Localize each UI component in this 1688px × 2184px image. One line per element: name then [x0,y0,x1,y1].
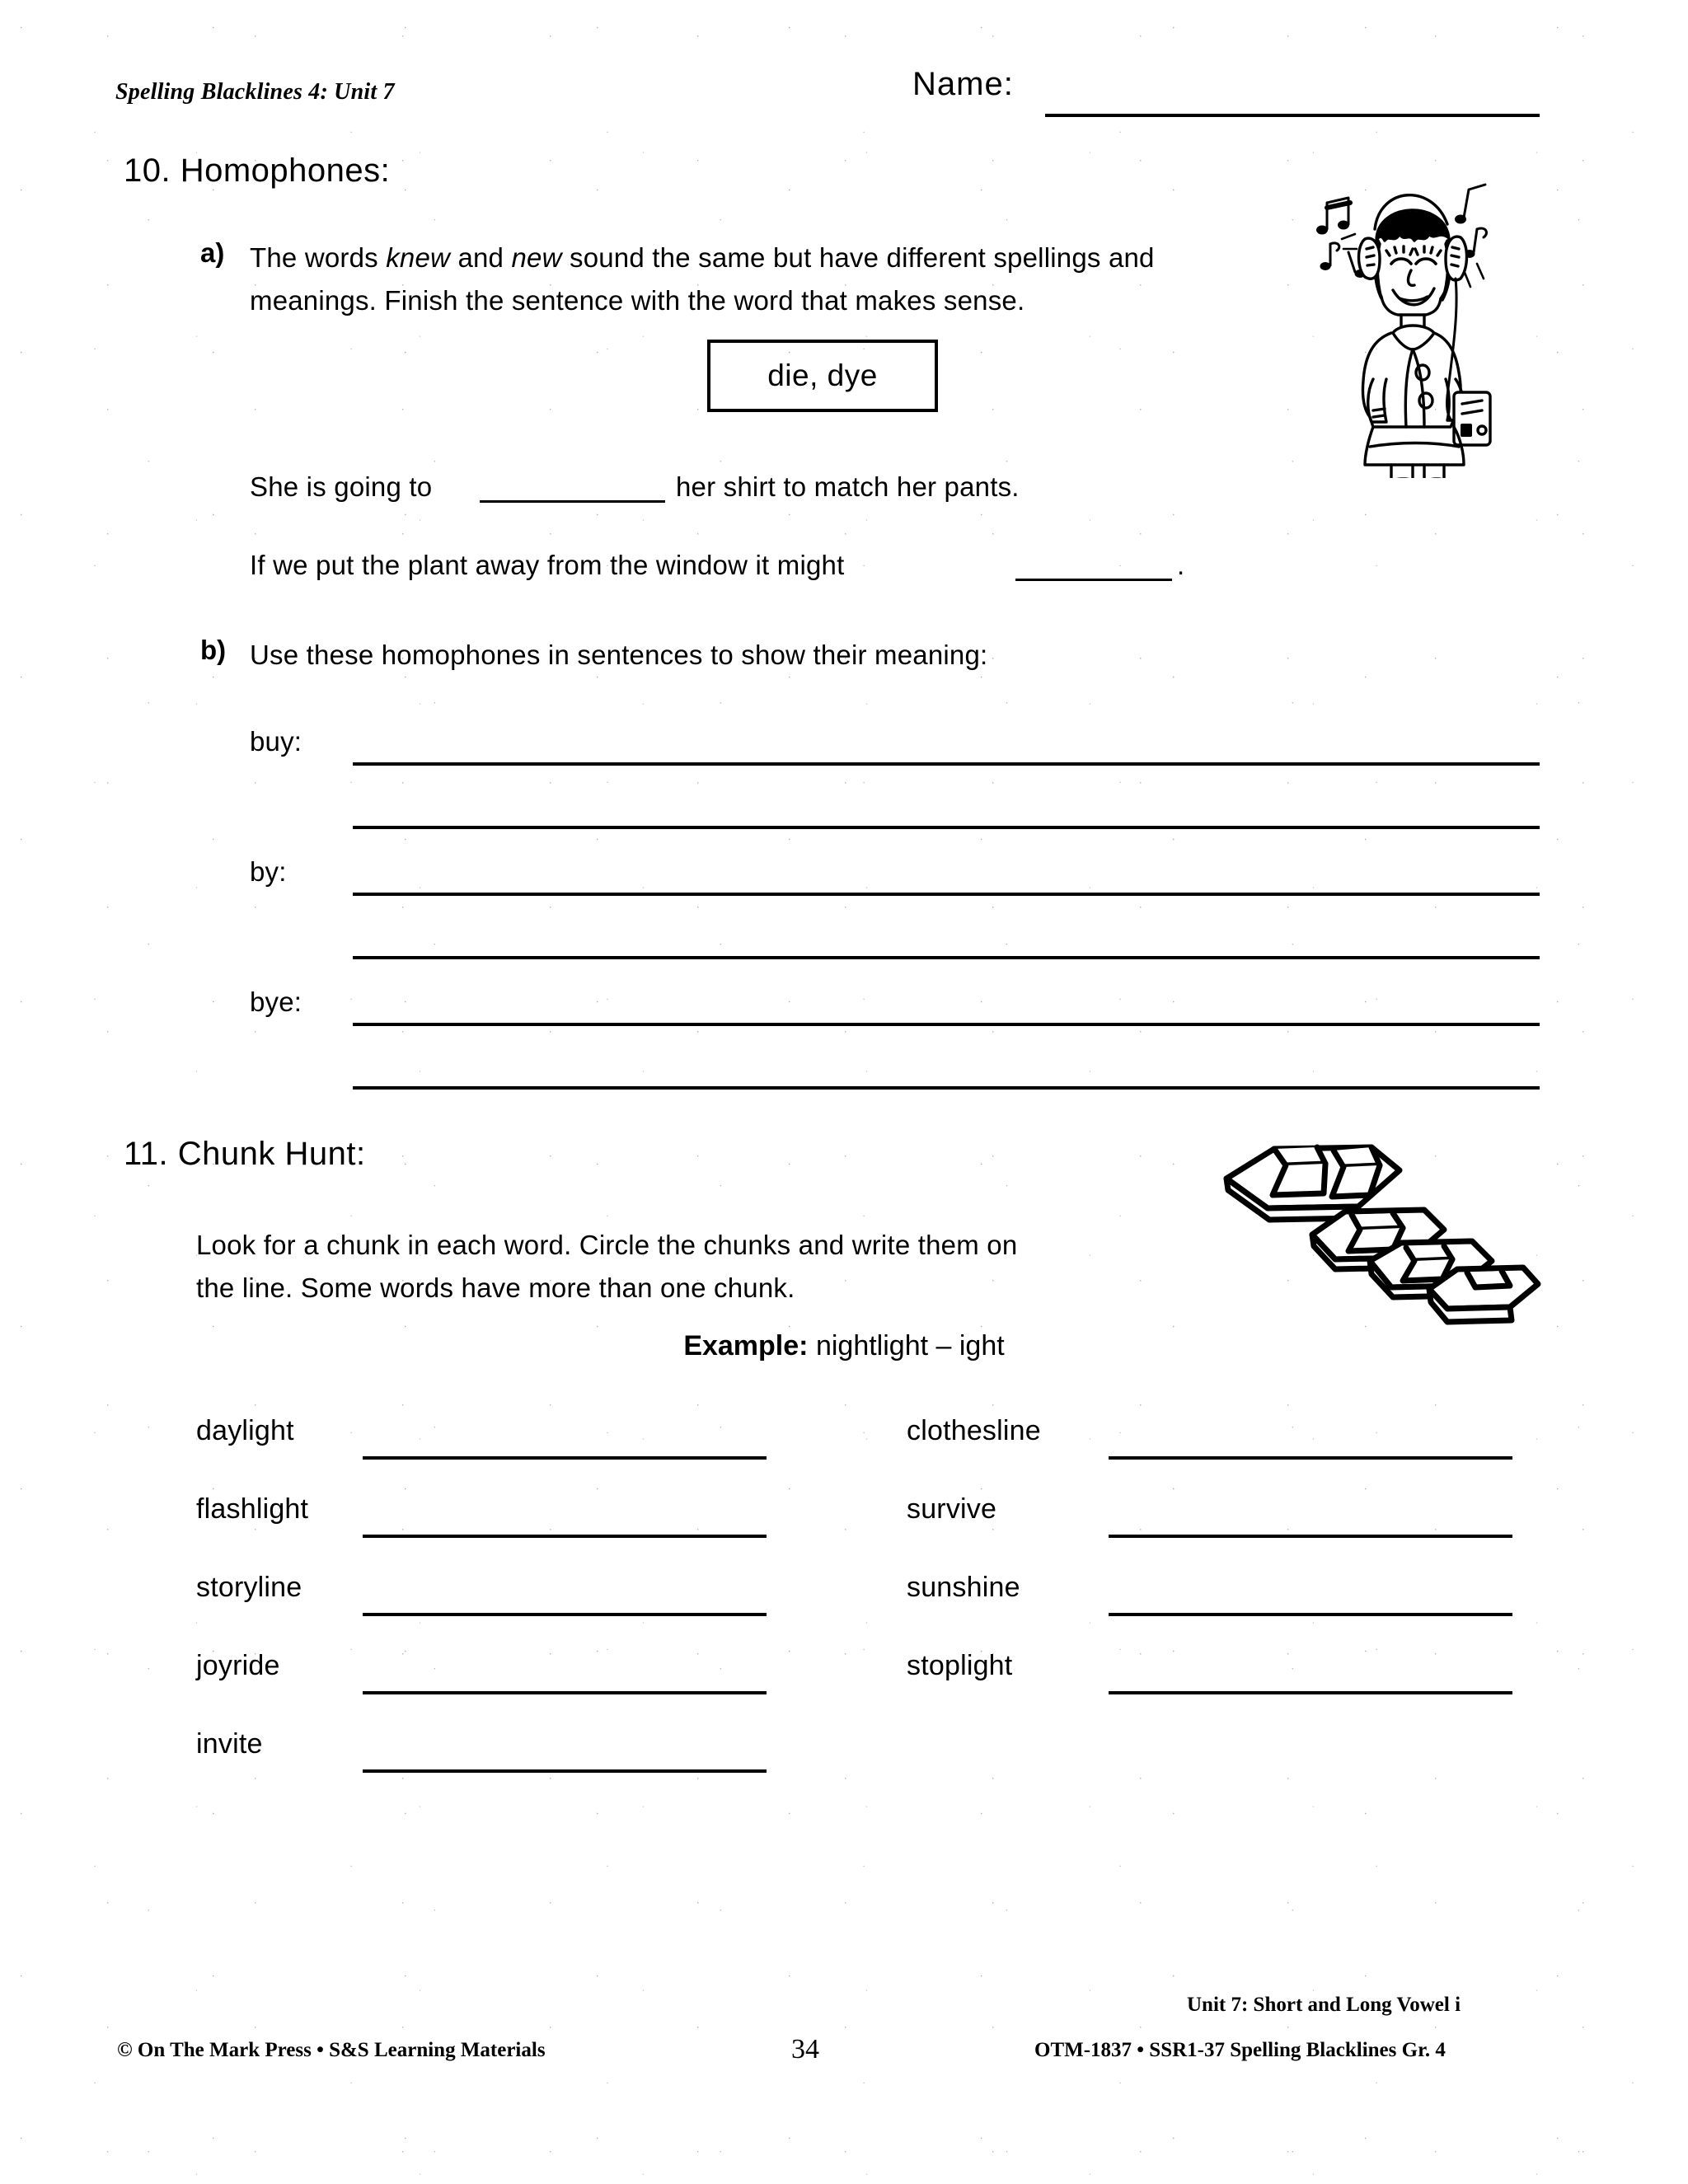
fill-in-sentence-2-after: . [1177,550,1185,580]
word-bank-box [707,340,938,412]
fill-in-blank-2[interactable] [1015,579,1172,581]
word-bank-text: die, dye [767,359,878,392]
section-11-instructions-line1: Look for a chunk in each word. Circle the chunks and write them on [196,1230,1018,1260]
name-label: Name: [912,66,1014,102]
chunk-answer-line-joyride[interactable] [363,1691,767,1694]
name-input-line[interactable] [1045,114,1540,117]
answer-line-buy-2[interactable] [353,826,1540,829]
answer-line-bye-2[interactable] [353,1086,1540,1090]
fill-in-blank-1[interactable] [480,500,665,503]
chunk-word-flashlight: flashlight [196,1493,309,1525]
answer-line-by-1[interactable] [353,893,1540,896]
part-a-instructions [250,237,1288,322]
chunk-word-storyline: storyline [196,1572,302,1603]
homophone-word-new: new [511,242,562,273]
chunk-word-daylight: daylight [196,1415,294,1446]
section-11-heading: 11. Chunk Hunt: [124,1136,366,1172]
chunk-word-clothesline: clothesline [907,1415,1041,1446]
chunk-example [0,1330,1688,1362]
section-11-instructions-line2: the line. Some words have more than one chunk. [196,1272,795,1303]
chunk-answer-line-daylight[interactable] [363,1456,767,1460]
chunk-answer-line-sunshine[interactable] [1109,1613,1512,1616]
page-header-title: Spelling Blacklines 4: Unit 7 [115,79,395,105]
chunk-word-joyride: joyride [196,1650,280,1681]
footer-unit-line: Unit 7: Short and Long Vowel i [1187,1994,1461,2016]
chunk-word-sunshine: sunshine [907,1572,1020,1603]
chunk-answer-line-clothesline[interactable] [1109,1456,1512,1460]
footer-code-line: OTM-1837 • SSR1-37 Spelling Blacklines Gr. 4 [1034,2039,1446,2061]
chunk-answer-line-flashlight[interactable] [363,1535,767,1538]
chunk-example-label: Example: [683,1330,809,1361]
homophone-label-buy: buy: [250,726,302,757]
homophone-label-by: by: [250,856,287,887]
part-a-text-2: and [450,242,512,273]
fill-in-sentence-2-before: If we put the plant away from the window it might [250,550,845,580]
answer-line-buy-1[interactable] [353,762,1540,766]
homophone-label-bye: bye: [250,987,302,1017]
part-b-marker: b) [200,635,227,665]
part-a-text-line2: and meanings. Finish the sentence with the word that makes sense. [250,242,1155,316]
answer-line-by-2[interactable] [353,956,1540,959]
answer-line-bye-1[interactable] [353,1023,1540,1026]
part-a-text-3: sound the same but have different spellings [561,242,1101,273]
chunk-word-invite: invite [196,1728,263,1760]
homophone-word-knew: knew [386,242,451,273]
footer-copyright: © On The Mark Press • S&S Learning Materials [117,2039,546,2061]
fill-in-sentence-1-before: She is going to [250,471,433,502]
part-a-text-1: The words [250,242,387,273]
chunk-answer-line-invite[interactable] [363,1769,767,1773]
part-a-marker: a) [200,237,225,268]
section-10-heading: 10. Homophones: [124,152,391,189]
chunk-answer-line-storyline[interactable] [363,1613,767,1616]
girl-listening-to-music-illustration [1294,148,1492,478]
footer-page-number: 34 [791,2034,819,2064]
chunk-word-survive: survive [907,1493,997,1525]
chunk-answer-line-stoplight[interactable] [1109,1691,1512,1694]
chunk-word-stoplight: stoplight [907,1650,1013,1681]
chunk-answer-line-survive[interactable] [1109,1535,1512,1538]
chunk-example-value: nightlight – ight [815,1330,1005,1361]
chocolate-bar-chunks-illustration [1195,1127,1541,1325]
fill-in-sentence-1-after: her shirt to match her pants. [676,471,1020,502]
part-b-instructions: Use these homophones in sentences to show their meaning: [250,640,988,670]
